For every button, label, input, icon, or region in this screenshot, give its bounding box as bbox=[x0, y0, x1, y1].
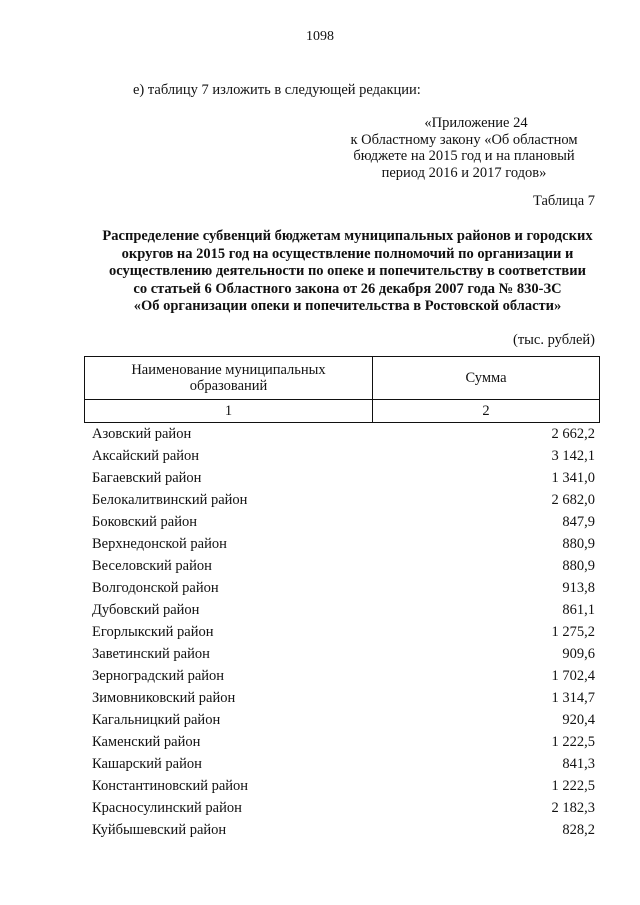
row-name: Багаевский район bbox=[92, 470, 202, 486]
row-value: 880,9 bbox=[562, 558, 595, 574]
row-name: Кашарский район bbox=[92, 756, 202, 772]
row-name: Аксайский район bbox=[92, 448, 200, 464]
row-value: 1 222,5 bbox=[551, 778, 595, 794]
table-row bbox=[92, 643, 595, 665]
row-value: 1 222,5 bbox=[551, 734, 595, 750]
document-title bbox=[60, 228, 635, 316]
row-value: 1 314,7 bbox=[551, 690, 595, 706]
row-value: 2 182,3 bbox=[551, 800, 595, 816]
appendix-line-4: период 2016 и 2017 годов» bbox=[381, 164, 547, 181]
row-name: Верхнедонской район bbox=[92, 536, 227, 552]
table-row bbox=[92, 511, 595, 533]
header-num-2: 2 bbox=[373, 400, 600, 423]
page-number: 1098 bbox=[306, 29, 334, 44]
row-name: Егорлыкский район bbox=[92, 624, 214, 640]
table-label: Таблица 7 bbox=[532, 193, 595, 209]
appendix-line-3: бюджете на 2015 год и на плановый bbox=[353, 148, 575, 164]
header-num-1: 1 bbox=[85, 400, 373, 423]
table-row bbox=[92, 467, 595, 489]
row-value: 2 682,0 bbox=[551, 492, 595, 508]
row-value: 2 662,2 bbox=[551, 426, 595, 442]
table-row bbox=[92, 423, 595, 445]
row-name: Константиновский район bbox=[92, 778, 249, 794]
row-name: Азовский район bbox=[92, 426, 192, 442]
row-name: Зимовниковский район bbox=[92, 690, 236, 706]
table-row bbox=[92, 819, 595, 841]
table-row bbox=[92, 753, 595, 775]
row-value: 880,9 bbox=[562, 536, 595, 552]
row-value: 913,8 bbox=[562, 580, 595, 596]
row-value: 1 702,4 bbox=[551, 668, 595, 684]
row-name: Каменский район bbox=[92, 734, 201, 750]
units-label: (тыс. рублей) bbox=[513, 332, 595, 348]
row-value: 841,3 bbox=[562, 756, 595, 772]
row-name: Веселовский район bbox=[92, 558, 212, 574]
table-row bbox=[92, 775, 595, 797]
table-row bbox=[92, 731, 595, 753]
appendix-reference bbox=[330, 115, 598, 181]
table-body bbox=[92, 423, 595, 841]
appendix-line-1: «Приложение 24 bbox=[424, 115, 528, 131]
header-name-line-1: Наименование муниципальных bbox=[131, 362, 326, 378]
title-line-4: со статьей 6 Областного закона от 26 декабря 2007 года № 830-ЗС bbox=[133, 280, 562, 297]
table-header bbox=[84, 356, 600, 423]
title-line-5: «Об организации опеки и попечительства в Ростовской области» bbox=[133, 298, 562, 314]
row-value: 1 275,2 bbox=[551, 624, 595, 640]
row-name: Боковский район bbox=[92, 514, 197, 530]
row-name: Дубовский район bbox=[92, 602, 200, 618]
row-name: Зерноградский район bbox=[92, 668, 225, 684]
row-value: 828,2 bbox=[562, 822, 595, 838]
header-name-line-2: образований bbox=[189, 378, 268, 394]
table-row bbox=[92, 621, 595, 643]
header-sum-cell: Сумма bbox=[373, 357, 600, 400]
title-line-3: осуществлению деятельности по опеке и попечительству в соответствии bbox=[109, 263, 586, 279]
row-name: Кагальницкий район bbox=[92, 712, 221, 728]
table-row bbox=[92, 665, 595, 687]
row-value: 847,9 bbox=[562, 514, 595, 530]
row-value: 861,1 bbox=[562, 602, 595, 618]
title-line-1: Распределение субвенций бюджетам муниципальных районов и городских bbox=[102, 228, 593, 244]
header-name-cell bbox=[85, 357, 373, 400]
table-row bbox=[92, 599, 595, 621]
row-name: Красносулинский район bbox=[92, 800, 242, 816]
row-name: Волгодонской район bbox=[92, 580, 219, 596]
row-name: Белокалитвинский район bbox=[92, 492, 248, 508]
table-row bbox=[92, 709, 595, 731]
row-value: 920,4 bbox=[562, 712, 595, 728]
table-row bbox=[92, 687, 595, 709]
table-row bbox=[92, 577, 595, 599]
row-name: Куйбышевский район bbox=[92, 822, 227, 838]
row-value: 909,6 bbox=[562, 646, 595, 662]
row-name: Заветинский район bbox=[92, 646, 210, 662]
appendix-line-2: к Областному закону «Об областном bbox=[350, 131, 578, 148]
row-value: 1 341,0 bbox=[551, 470, 595, 486]
table-row bbox=[92, 555, 595, 577]
intro-text: е) таблицу 7 изложить в следующей редакции: bbox=[133, 82, 421, 98]
title-line-2: округов на 2015 год на осуществление полномочий по организации и bbox=[121, 245, 574, 262]
table-row bbox=[92, 445, 595, 467]
table-row bbox=[92, 533, 595, 555]
table-row bbox=[92, 797, 595, 819]
row-value: 3 142,1 bbox=[551, 448, 595, 464]
table-row bbox=[92, 489, 595, 511]
